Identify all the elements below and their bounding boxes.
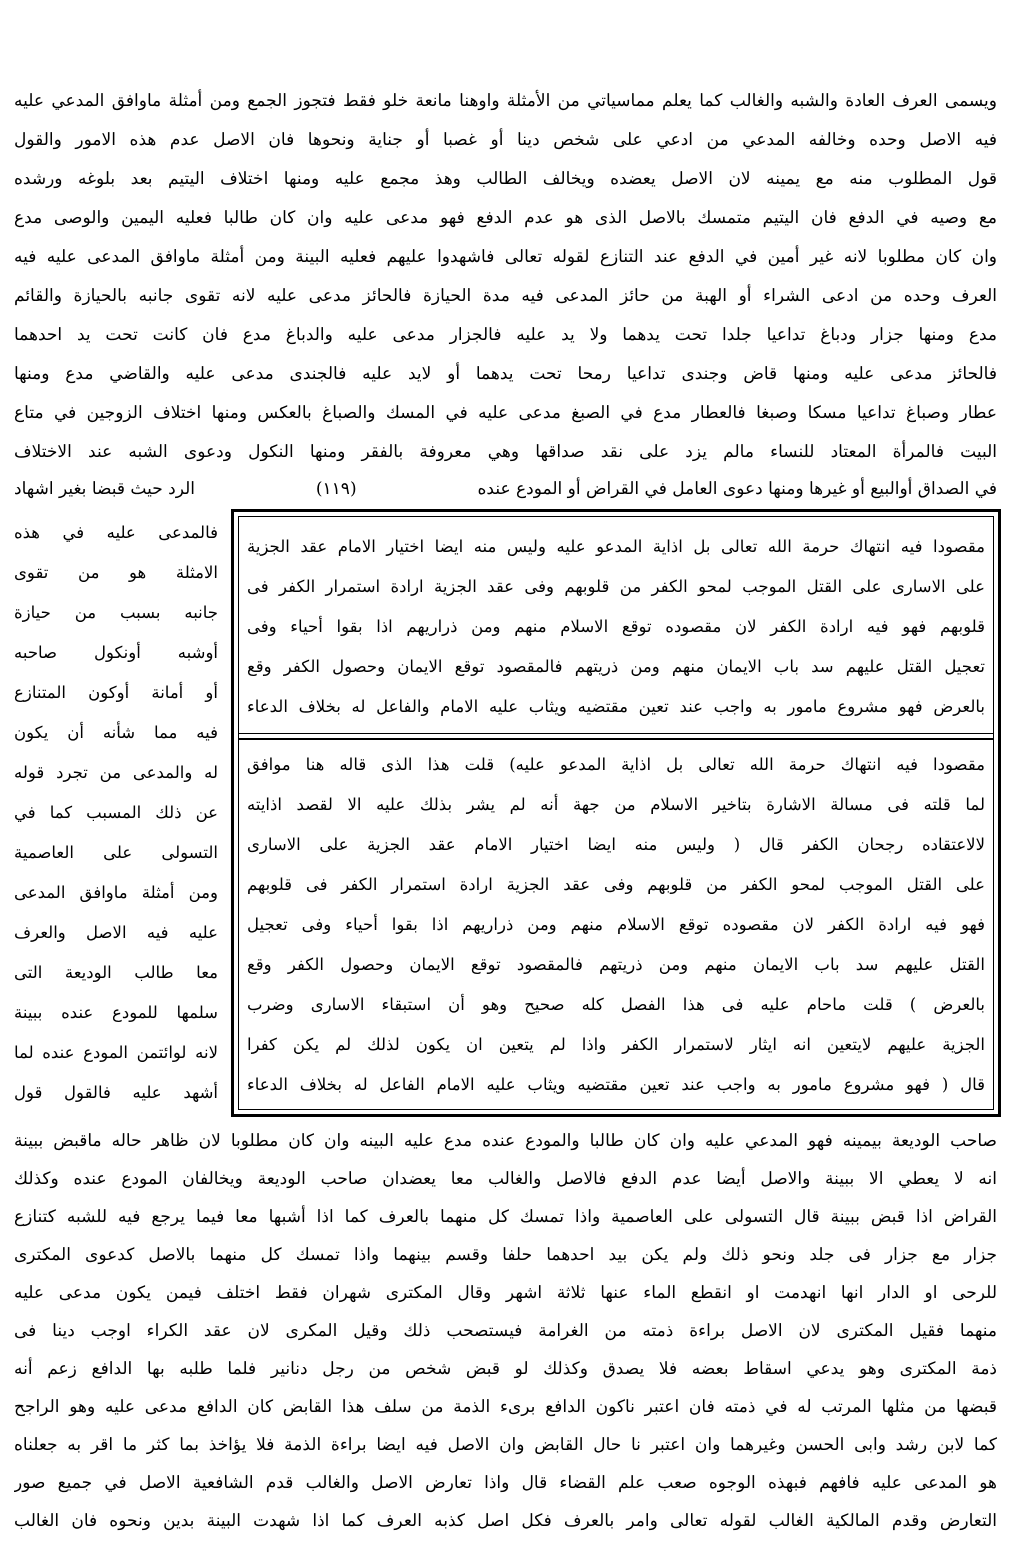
text-line: العرف وحده من ادعى الشراء أو الهبة من حائز المدعى فيه مدة الحيازة فالحائز مدعى عليه لانه تقوى جانبه بالحيازة والقائم xyxy=(14,286,997,306)
box-line: على الاسارى على القتل الموجب لمحو الكفر من قلوبهم وفى عقد الجزية ارادة استمرار الكفر فى xyxy=(247,577,985,596)
text-line: قبضها من مثلها المرتب له في ذمته فان اعتبر ناكون الدافع برىء الذمة من سلف هذا القابض كان الدافع مدعى عليه وهو الراجح xyxy=(14,1397,997,1417)
box-line: على القتل الموجب لمحو الكفر من قلوبهم وفى عقد الجزية ارادة استمرار الكفر فى قلوبهم xyxy=(247,875,985,894)
side-line: جانبه بسبب من حيازة xyxy=(14,603,218,622)
box-line: مقصودا فيه انتهاك حرمة الله تعالى بل اذاية المدعو عليه وليس منه ايضا اختيار الامام عقد الجزية xyxy=(247,537,985,556)
side-line: عن ذلك المسبب كما في xyxy=(14,803,218,822)
side-line: أشهد عليه فالقول قول xyxy=(14,1083,218,1102)
box-line: فهو فيه ارادة الكفر لان مقصوده توقع الاسلام منهم ومن ذراريهم اذا بقوا أحياء وفى تعجيل xyxy=(247,915,985,934)
side-line: له والمدعى من تجرد قوله xyxy=(14,763,218,782)
side-line: أو أمانة أوكون المتنازع xyxy=(14,683,218,702)
side-line: عليه فيه الاصل والعرف xyxy=(14,923,218,942)
text-line: جزار مع جزار فى جلد ونحو ذلك ولم يكن بيد احدهما حلفا وقسم بينهما واذا تمسك كل منهما بالاصل كدعوى المكترى xyxy=(14,1245,997,1265)
text-line: منهما فقيل المكترى لان الاصل براءة ذمته من الغرامة فيستصحب ذلك وقيل المكرى لان عقد الكراء اوجب دينا فى xyxy=(14,1321,997,1341)
text-line: التعارض وقدم المالكية الغالب لقوله تعالى وامر بالعرف فكل اصل كذبه العرف كما اذا شهدت البينة بدين ونحوه فان الغالب xyxy=(14,1511,997,1531)
text-line: مدع ومنها جزار ودباغ تداعيا جلدا تحت يدهما ولا يد عليه فالجزار مدعى عليه والدباغ مدع فان كانت تحت يد احدهما xyxy=(14,325,997,345)
box-line: تعجيل القتل عليهم سد باب الايمان منهم ومن ذريتهم فالمقصود توقع الايمان وحصول الكفر وقع xyxy=(247,657,985,676)
text-line: في الصداق أوالبيع أو غيرها ومنها دعوى العامل في القراض أو المودع عنده xyxy=(477,479,997,499)
side-line: فالمدعى عليه في هذه xyxy=(14,523,218,542)
box-line: بالعرض ) قلت ماحام عليه فى هذا الفصل كله صحيح وهو أن استبقاء الاسارى وضرب xyxy=(247,995,985,1014)
text-line: القراض اذا قبض ببينة قال التسولى على العاصمية واذا تمسك كل منهما بالعرف كما اذا أشبها معا فيما يرجع فيه للشبه كتنازع xyxy=(14,1207,997,1227)
text-line: ويسمى العرف العادة والشبه والغالب كما يعلم مماسياتي من الأمثلة واوهنا مانعة خلو فقط فتجوز الجمع ومن أمثلة ماوافق المدعي عليه xyxy=(14,91,997,111)
side-line: فيه مما شأنه أن يكون xyxy=(14,723,218,742)
box-line: لما قلته فى مسالة الاشارة بتاخير الاسلام من جهة أنه لم يشر بذلك عليه الا لقصد اذايته xyxy=(247,795,985,814)
text-line: فالحائز مدعى عليه ومنها قاض وجندى تداعيا رمحا تحت يدهما أو لايد عليه فالجندى مدعى عليه والقاضي مدع ومنها xyxy=(14,364,997,384)
text-line: كما لابن رشد وابى الحسن وغيرهما وان اعتبر نا حال القابض وان الاصل فيه ايضا براءة الذمة فلا يؤاخذ بما كثر ما اقر به جعلناه xyxy=(14,1435,997,1455)
text-line: للرحى او الدار انها انهدمت او انقطع الماء عنها ثلاثة اشهر وقال المكترى شهران فقط اختلف فيمن يكون مدعى عليه xyxy=(14,1283,997,1303)
text-line: البيت فالمرأة المعتاد للنساء مالم يزد على نقد صداقها وهي معروفة بالفقر ومنها النكول ودعوى الشبه عند الاختلاف xyxy=(14,442,997,462)
box-line: مقصودا فيه انتهاك حرمة الله تعالى بل اذاية المدعو عليه) قلت هذا الذى قاله هنا موافق xyxy=(247,755,985,774)
commentary-box xyxy=(231,509,1001,1117)
side-line: ومن أمثلة ماوافق المدعى xyxy=(14,883,218,902)
text-line: ذمة المكترى وهو يدعي اسقاط بعضه فلا يصدق وكذلك لو قبض شخص من رجل دنانير فلما طلبه بها الدافع زعم أنه xyxy=(14,1359,997,1379)
text-line: صاحب الوديعة بيمينه فهو المدعي عليه وان كان طالبا والمودع عنده مدع عليه البينه وان كان مطلوبا لان ظاهر حاله ماقبض ببينة xyxy=(14,1131,997,1151)
text-line: قول المطلوب منه مع يمينه لان الاصل يعضده ويخالف الطالب وهذ مجمع عليه ومنها اختلاف اليتيم بعد بلوغه ورشده xyxy=(14,169,997,189)
box-line: بالعرض فهو مشروع مامور به واجب عند تعين مقتضيه ويثاب عليه الامام والفاعل له بخلاف الدعاء xyxy=(247,697,985,716)
text-line: هو المدعى عليه فافهم فبهذه الوجوه صعب علم القضاء قال واذا تعارض الاصل والغالب قدم الشافعية الاصل في جميع صور xyxy=(14,1473,997,1493)
side-line: لانه لوائتمن المودع عنده لما xyxy=(14,1043,218,1062)
text-line: مع وصيه في الدفع فان اليتيم متمسك بالاصل الذى هو عدم الدفع فهو مدعى عليه وان كان طالبا فعليه اليمين والوصى مدع xyxy=(14,208,997,228)
page-number-line xyxy=(14,474,997,504)
box-line: قال ( فهو مشروع مامور به واجب عند تعين مقتضيه ويثاب عليه الامام الفاعل له بخلاف الدعاء xyxy=(247,1075,985,1094)
box-line: قلوبهم فهو فيه ارادة الكفر لان مقصوده توقع الاسلام منهم ومن ذراريهم اذا بقوا أحياء وفى xyxy=(247,617,985,636)
box-inner-border xyxy=(238,516,994,1110)
side-line: الامثلة هو من تقوى xyxy=(14,563,218,582)
side-line: أوشبه أونكول صاحبه xyxy=(14,643,218,662)
text-line: عطار وصباغ تداعيا مسكا وصبغا فالعطار مدع في الصبغ مدعى عليه في المسك والصباغ بالعكس ومنها اختلاف الزوجين في متاع xyxy=(14,403,997,423)
text-line: فيه الاصل وحده وخالفه المدعي من ادعي على شخص دينا أو غصبا أو جناية ونحوها فان الاصل عدم هذه الامور والقول xyxy=(14,130,997,150)
box-line: القتل عليهم سد باب الايمان منهم ومن ذريتهم فالمقصود توقع الايمان وحصول الكفر وقع xyxy=(247,955,985,974)
side-line: سلمها للمودع عنده ببينة xyxy=(14,1003,218,1022)
text-line: انه لا يعطي الا ببينة والاصل أيضا عدم الدفع فالاصل والغالب معا يعضدان صاحب الوديعة ويخالفان المودع عنده وكذلك xyxy=(14,1169,997,1189)
box-line: الجزية عليهم لايتعين انه ايثار لاستمرار الكفر واذا لم يتعين ان يكون لذلك لم يكن كفرا xyxy=(247,1035,985,1054)
box-line: لالاعتقاده رجحان الكفر قال ( وليس منه ايضا اختيار الامام عقد الجزية على الاسارى xyxy=(247,835,985,854)
text-line: وان كان مطلوبا لانه غير أمين في الدفع عند التنازع لقوله تعالى فاشهدوا عليهم فعليه البينة ومن أمثلة ماوافق المدعى عليه فيه xyxy=(14,247,997,267)
box-divider xyxy=(239,733,993,740)
catchword: الرد حيث قبضا بغير اشهاد xyxy=(14,479,195,499)
page-number: (١١٩) xyxy=(315,479,357,499)
side-line: التسولى على العاصمية xyxy=(14,843,218,862)
side-line: معا طالب الوديعة التى xyxy=(14,963,218,982)
